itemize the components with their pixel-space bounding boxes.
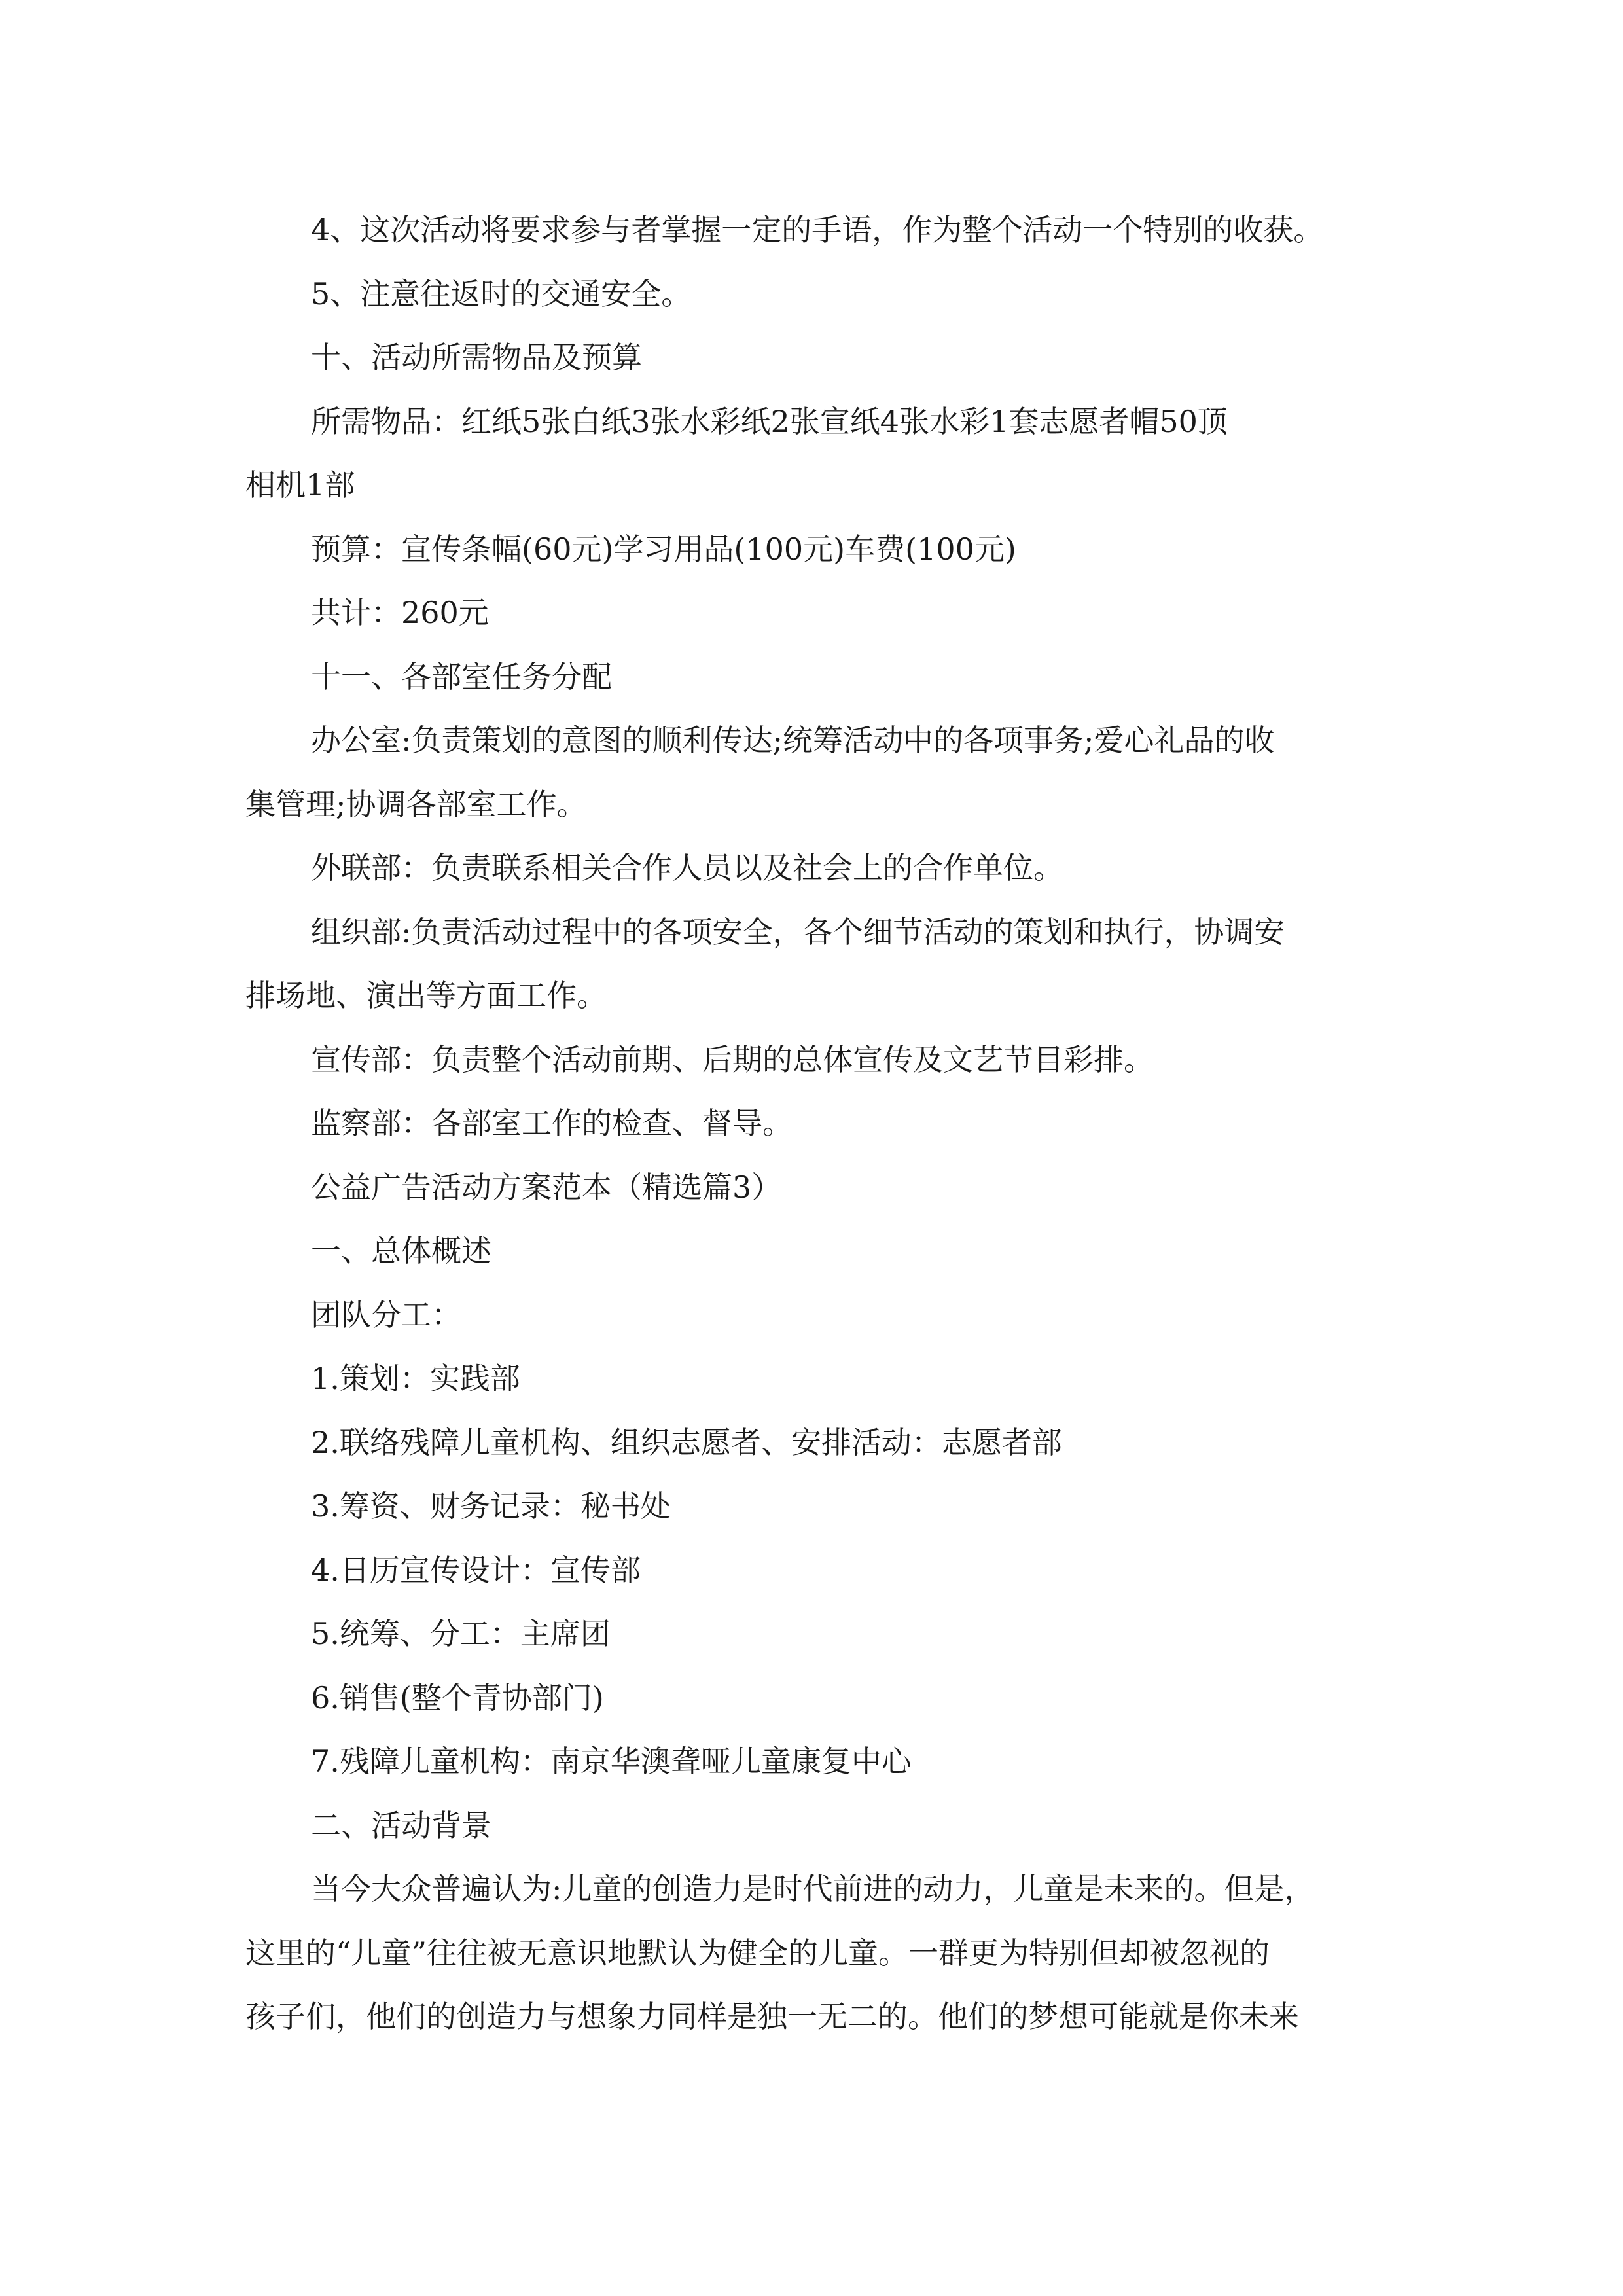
text-line: 3.筹资、财务记录：秘书处 [311,1488,671,1524]
text-line: 当今大众普遍认为:儿童的创造力是时代前进的动力，儿童是未来的。但是， [311,1871,1315,1907]
text-line: 十、活动所需物品及预算 [311,340,642,375]
text-line: 外联部：负责联系相关合作人员以及社会上的合作单位。 [311,850,1063,886]
text-line: 排场地、演出等方面工作。 [245,978,607,1013]
text-line: 公益广告活动方案范本（精选篇3） [311,1170,782,1205]
text-line: 宣传部：负责整个活动前期、后期的总体宣传及文艺节目彩排。 [311,1042,1154,1077]
text-line: 5.统筹、分工：主席团 [311,1616,611,1651]
text-line: 4、这次活动将要求参与者掌握一定的手语，作为整个活动一个特别的收获。 [311,212,1324,247]
text-line: 组织部:负责活动过程中的各项安全，各个细节活动的策划和执行，协调安 [311,914,1285,950]
text-line: 监察部：各部室工作的检查、督导。 [311,1105,793,1141]
text-line: 相机1部 [245,467,355,503]
text-line: 团队分工： [311,1297,461,1333]
text-line: 所需物品：红纸5张白纸3张水彩纸2张宣纸4张水彩1套志愿者帽50顶 [311,404,1228,439]
text-line: 6.销售(整个青协部门) [311,1680,604,1715]
text-line: 2.联络残障儿童机构、组织志愿者、安排活动：志愿者部 [311,1425,1062,1460]
text-line: 十一、各部室任务分配 [311,659,612,694]
text-line: 1.策划：实践部 [311,1361,520,1396]
text-line: 一、总体概述 [311,1233,491,1268]
text-line: 二、活动背景 [311,1808,491,1843]
text-line: 办公室:负责策划的意图的顺利传达;统筹活动中的各项事务;爱心礼品的收 [311,723,1275,758]
text-line: 5、注意往返时的交通安全。 [311,276,692,312]
text-line: 4.日历宣传设计：宣传部 [311,1552,641,1588]
text-line: 孩子们，他们的创造力与想象力同样是独一无二的。他们的梦想可能就是你未来 [245,1999,1299,2034]
text-line: 这里的“儿童”往往被无意识地默认为健全的儿童。一群更为特别但却被忽视的 [245,1935,1270,1971]
text-line: 共计：260元 [311,595,489,630]
text-line: 7.残障儿童机构：南京华澳聋哑儿童康复中心 [311,1744,912,1779]
text-line: 集管理;协调各部室工作。 [245,787,587,822]
text-line: 预算：宣传条幅(60元)学习用品(100元)车费(100元) [311,531,1016,567]
